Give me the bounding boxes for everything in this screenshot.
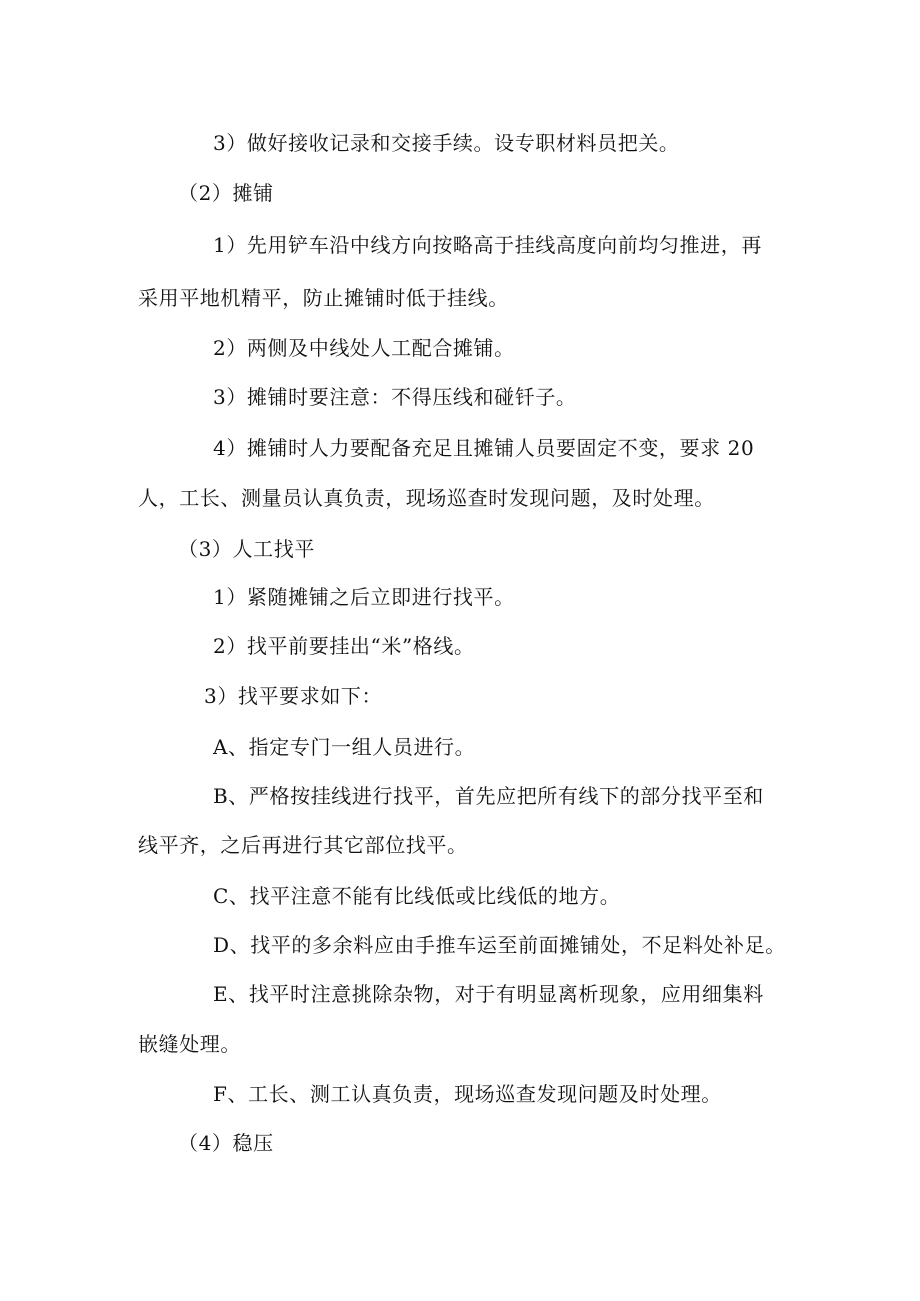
paragraph-line: 4）摊铺时人力要配备充足且摊铺人员要固定不变，要求 20 (213, 436, 755, 460)
paragraph-line: 1）紧随摊铺之后立即进行找平。 (213, 585, 515, 609)
paragraph-line: 嵌缝处理。 (138, 1032, 241, 1056)
paragraph-line: B、严格按挂线进行找平，首先应把所有线下的部分找平至和 (213, 784, 764, 808)
section-heading: （2）摊铺 (178, 181, 274, 205)
paragraph-line: C、找平注意不能有比线低或比线低的地方。 (213, 884, 621, 908)
paragraph-line: 采用平地机精平，防止摊铺时低于挂线。 (138, 286, 509, 310)
paragraph-line: E、找平时注意挑除杂物，对于有明显离析现象，应用细集料 (213, 982, 764, 1006)
section-heading: （3）人工找平 (178, 537, 315, 561)
paragraph-line: A、指定专门一组人员进行。 (213, 735, 476, 759)
paragraph-line: D、找平的多余料应由手推车运至前面摊铺处，不足料处补足。 (213, 933, 786, 957)
paragraph-line: 3）找平要求如下： (204, 684, 383, 708)
paragraph-line: 3）做好接收记录和交接手续。设专职材料员把关。 (213, 131, 680, 155)
paragraph-line: F、工长、测工认真负责，现场巡查发现问题及时处理。 (213, 1082, 722, 1106)
paragraph-line: 3）摊铺时要注意：不得压线和碰钎子。 (213, 385, 577, 409)
paragraph-line: 人，工长、测量员认真负责，现场巡查时发现问题，及时处理。 (138, 486, 715, 510)
paragraph-line: 2）找平前要挂出“米”格线。 (213, 634, 475, 658)
paragraph-line: 1）先用铲车沿中线方向按略高于挂线高度向前均匀推进，再 (213, 233, 762, 257)
paragraph-line: 2）两侧及中线处人工配合摊铺。 (213, 336, 515, 360)
section-heading: （4）稳压 (178, 1131, 274, 1155)
paragraph-line: 线平齐，之后再进行其它部位找平。 (138, 833, 468, 857)
